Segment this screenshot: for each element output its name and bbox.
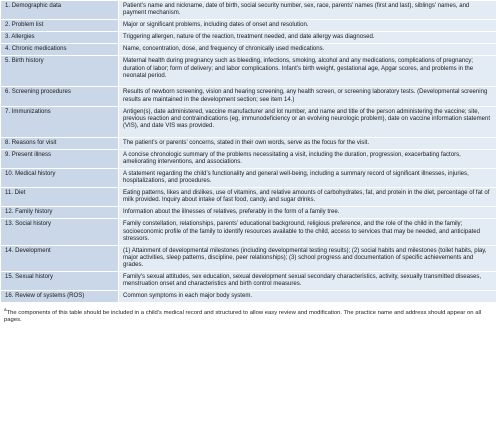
row-label: 9. Present illness (1, 149, 119, 168)
row-label: 3. Allergies (1, 32, 119, 44)
row-label: 10. Medical history (1, 168, 119, 187)
row-text: Results of newborn screening, vision and hearing screening, any health screen, or screening laboratory tests. (Developmental screening results are maintained in the development section; see item 14.) (119, 87, 496, 106)
row-text: The patient’s or parents’ concerns, stated in their own words, serve as the focus for the visit. (119, 137, 496, 149)
row-label: 5. Birth history (1, 56, 119, 87)
row-label: 8. Reasons for visit (1, 137, 119, 149)
table-row (1, 32, 496, 44)
row-label: 13. Social history (1, 219, 119, 245)
row-text: Major or significant problems, including dates of onset and resolution. (119, 20, 496, 32)
row-text: Patient’s name and nickname, date of birth, social security number, sex, race, parents’ names (first and last), siblings’ names, and payment mechanism. (119, 1, 496, 20)
row-label: 11. Diet (1, 188, 119, 207)
row-text: A concise chronologic summary of the problems necessitating a visit, including the duration, progression, exacerbating factors, ameliorating interventions, and associations. (119, 149, 496, 168)
row-text: Family’s sexual attitudes, sex education, sexual development sexual secondary characteristics, activity, sexually transmitted diseases, menstruation onset and characteristics and birth control measures. (119, 271, 496, 290)
row-text: Name, concentration, dose, and frequency of chronically used medications. (119, 44, 496, 56)
row-label: 14. Development (1, 245, 119, 271)
footnote-text: The components of this table should be included in a child’s medical record and structured to allow easy review and modification. The practice name and address should appear on all pages. (4, 310, 482, 324)
row-text: Family constellation, relationships, parents’ educational background, religious preference, and the role of the child in the family; socioeconomic profile of the family to identify resources available to the child, access to services that may be needed, and anticipated stressors. (119, 219, 496, 245)
table-row (1, 291, 496, 303)
table-row (1, 1, 496, 20)
row-label: 16. Review of systems (ROS) (1, 291, 119, 303)
row-text: Maternal health during pregnancy such as bleeding, infections, smoking, alcohol and any medications, complications of pregnancy; duration of labor; form of delivery; and labor complications. Infant’s birth weight, gestational age, Apgar scores, and problems in the neonatal period. (119, 56, 496, 87)
row-label: 15. Sexual history (1, 271, 119, 290)
table-row (1, 207, 496, 219)
table-row (1, 137, 496, 149)
row-text: Common symptoms in each major body system. (119, 291, 496, 303)
table-row (1, 149, 496, 168)
row-label: 2. Problem list (1, 20, 119, 32)
row-text: Antigen(s), date administered, vaccine manufacturer and lot number, and name and title of the person administering the vaccine; site, previous reaction and contraindications (eg, immunodeficiency or an evolving neurologic problem), date on vaccine information statement (VIS), and date VIS was provided. (119, 106, 496, 137)
row-label: 12. Family history (1, 207, 119, 219)
row-text: A statement regarding the child’s functionality and general well-being, including a summary record of significant illnesses, injuries, hospitalizations, and procedures. (119, 168, 496, 187)
row-text: Information about the illnesses of relatives, preferably in the form of a family tree. (119, 207, 496, 219)
row-text: Eating patterns, likes and dislikes, use of vitamins, and relative amounts of carbohydrates, fat, and protein in the diet, percentage of fat of milk provided. Inquiry about intake of fast food, candy, and sugar drinks. (119, 188, 496, 207)
row-text: Triggering allergen, nature of the reaction, treatment needed, and date allergy was diagnosed. (119, 32, 496, 44)
table-footnote (0, 303, 496, 324)
table-row (1, 168, 496, 187)
row-label: 7. Immunizations (1, 106, 119, 137)
table-row (1, 219, 496, 245)
table-row (1, 106, 496, 137)
table-row (1, 20, 496, 32)
table-row (1, 271, 496, 290)
table-row (1, 188, 496, 207)
table-row (1, 87, 496, 106)
row-text: (1) Attainment of developmental milestones (including developmental testing results); (2) social habits and milestones (toilet habits, play, major activities, sleep patterns, discipline, peer relationships); (3) school progress and documentation of specific achievements and grades. (119, 245, 496, 271)
table-row (1, 56, 496, 87)
footnote-marker: a (4, 307, 7, 313)
row-label: 1. Demographic data (1, 1, 119, 20)
row-label: 6. Screening procedures (1, 87, 119, 106)
table-row (1, 44, 496, 56)
table-row (1, 245, 496, 271)
row-label: 4. Chronic medications (1, 44, 119, 56)
